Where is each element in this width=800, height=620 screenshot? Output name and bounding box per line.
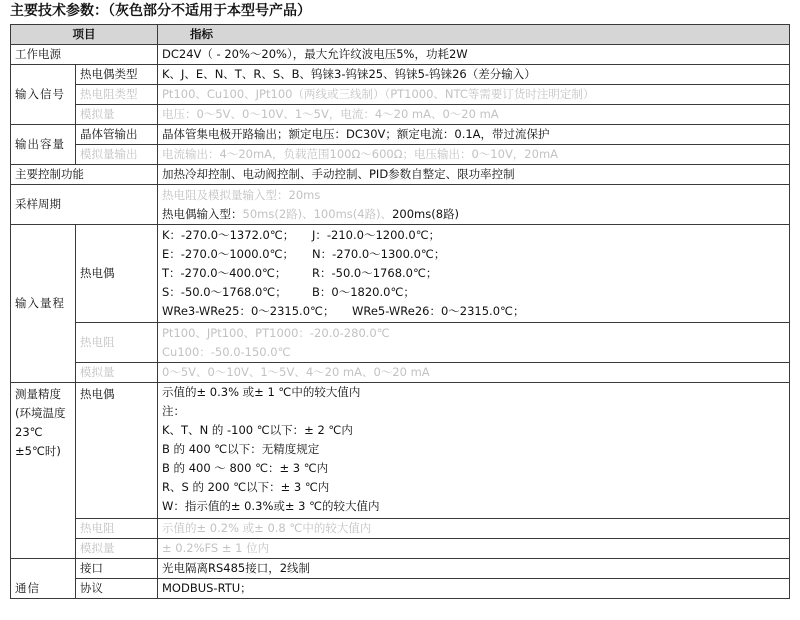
sampling-line-thermocouple bbox=[162, 205, 785, 224]
row-label-control: 主要控制功能 bbox=[11, 165, 158, 185]
range-line bbox=[162, 245, 785, 264]
range-n: N：-270.0～1300.0℃； bbox=[312, 247, 446, 261]
category-output-capacity: 输出容量 bbox=[11, 125, 76, 165]
value-analog-output: 电流输出：4～20mA，负载范围100Ω～600Ω；电压输出：0～10V，20mA bbox=[158, 145, 790, 165]
table-row bbox=[11, 65, 790, 85]
row-value-sampling bbox=[158, 185, 790, 225]
value-analog-input: 电压：0～5V、0～10V、1～5V，电流：4～20 mA、0～20 mA bbox=[158, 105, 790, 125]
table-row bbox=[11, 383, 790, 519]
table-row bbox=[11, 323, 790, 363]
accuracy-line: B 的 400 ～ 800 ℃：± 3 ℃内 bbox=[162, 461, 329, 475]
sub-label-range-rtd: 热电阻 bbox=[76, 323, 158, 363]
table-row bbox=[11, 519, 790, 539]
value-range-thermocouple bbox=[158, 225, 790, 323]
value-range-rtd bbox=[158, 323, 790, 363]
table-header-row bbox=[11, 25, 790, 45]
value-accuracy-analog: ± 0.2%FS ± 1 位内 bbox=[158, 539, 790, 559]
range-wre5: WRe5-WRe26：0～2315.0℃； bbox=[352, 304, 525, 318]
table-row bbox=[11, 185, 790, 225]
row-label-power: 工作电源 bbox=[11, 45, 158, 65]
table-row bbox=[11, 559, 790, 579]
sampling-gray-values: 50ms(2路)、100ms(4路)、 bbox=[242, 206, 393, 221]
range-rtd-line: Cu100：-50.0-150.0℃ bbox=[162, 344, 291, 359]
range-line bbox=[162, 302, 785, 321]
range-rtd-line: Pt100、JPt100、PT1000：-20.0-280.0℃ bbox=[162, 325, 390, 340]
value-protocol: MODBUS-RTU； bbox=[158, 579, 790, 599]
sub-label-transistor-output: 晶体管输出 bbox=[76, 125, 158, 145]
category-input-signal: 输入信号 bbox=[11, 65, 76, 125]
value-transistor-output: 晶体管集电极开路输出；额定电压：DC30V；额定电流：0.1A，带过流保护 bbox=[158, 125, 790, 145]
range-t: T：-270.0～400.0℃； bbox=[162, 266, 287, 280]
value-accuracy-rtd: 示值的± 0.2% 或± 0.8 ℃中的较大值内 bbox=[158, 519, 790, 539]
value-thermocouple-type: K、J、E、N、T、R、S、B、钨铼3-钨铼25、钨铼5-钨铼26（差分输入） bbox=[158, 65, 790, 85]
range-j: J：-210.0～1200.0℃； bbox=[312, 228, 441, 242]
range-s: S：-50.0～1768.0℃； bbox=[162, 285, 287, 299]
range-line bbox=[162, 283, 785, 302]
value-range-analog: 0～5V、0～10V、1～5V、4～20 mA、0～20 mA bbox=[158, 363, 790, 383]
category-communication: 通信 bbox=[11, 559, 76, 599]
range-e: E：-270.0～1000.0℃； bbox=[162, 247, 294, 261]
table-row bbox=[11, 363, 790, 383]
table-row bbox=[11, 45, 790, 65]
accuracy-line: W：指示值的± 0.3%或± 3 ℃的较大值内 bbox=[162, 499, 380, 513]
value-interface: 光电隔离RS485接口，2线制 bbox=[158, 559, 790, 579]
accuracy-line: K、T、N 的 -100 ℃以下：± 2 ℃内 bbox=[162, 423, 353, 437]
table-row bbox=[11, 125, 790, 145]
page-title: 主要技术参数：（灰色部分不适用于本型号产品） bbox=[10, 3, 311, 19]
accuracy-line: R、S 的 200 ℃以下：± 3 ℃内 bbox=[162, 480, 330, 494]
category-accuracy: 测量精度(环境温度23℃±5℃时) bbox=[11, 383, 76, 559]
row-label-sampling: 采样周期 bbox=[11, 185, 158, 225]
sub-label-range-thermocouple: 热电偶 bbox=[76, 225, 158, 323]
sampling-suffix: 200ms(8路) bbox=[392, 206, 459, 221]
range-k: K：-270.0～1372.0℃； bbox=[162, 228, 295, 242]
range-line bbox=[162, 226, 785, 245]
sub-label-accuracy-rtd: 热电阻 bbox=[76, 519, 158, 539]
sub-label-interface: 接口 bbox=[76, 559, 158, 579]
range-wre3: WRe3-WRe25：0～2315.0℃； bbox=[162, 304, 335, 318]
header-spec: 指标 bbox=[158, 25, 790, 45]
sub-label-thermocouple-type: 热电偶类型 bbox=[76, 65, 158, 85]
table-row bbox=[11, 225, 790, 323]
sub-label-rtd-type: 热电阻类型 bbox=[76, 85, 158, 105]
header-item: 项目 bbox=[11, 25, 158, 45]
category-input-range: 输入量程 bbox=[11, 225, 76, 383]
accuracy-line: 注： bbox=[162, 404, 185, 418]
sub-label-analog-output: 模拟量输出 bbox=[76, 145, 158, 165]
value-accuracy-thermocouple bbox=[158, 383, 790, 519]
sub-label-analog-input: 模拟量 bbox=[76, 105, 158, 125]
table-row bbox=[11, 579, 790, 599]
sampling-line-rtd-analog: 热电阻及模拟量输入型：20ms bbox=[162, 187, 321, 202]
row-value-control: 加热冷却控制、电动阀控制、手动控制、PID参数自整定、限功率控制 bbox=[158, 165, 790, 185]
sub-label-accuracy-thermocouple: 热电偶 bbox=[76, 383, 158, 519]
row-value-power: DC24V（ - 20%～20%），最大允许纹波电压5%，功耗2W bbox=[158, 45, 790, 65]
table-row bbox=[11, 105, 790, 125]
sub-label-range-analog: 模拟量 bbox=[76, 363, 158, 383]
value-rtd-type: Pt100、Cu100、JPt100（两线或三线制）（PT1000、NTC等需要订货时注明定制） bbox=[158, 85, 790, 105]
spec-table bbox=[10, 24, 790, 599]
sub-label-accuracy-analog: 模拟量 bbox=[76, 539, 158, 559]
table-row bbox=[11, 85, 790, 105]
sub-label-protocol: 协议 bbox=[76, 579, 158, 599]
table-row bbox=[11, 165, 790, 185]
accuracy-line: 示值的± 0.3% 或± 1 ℃中的较大值内 bbox=[162, 385, 361, 399]
table-row bbox=[11, 145, 790, 165]
range-b: B：0～1820.0℃； bbox=[312, 285, 415, 299]
table-row bbox=[11, 539, 790, 559]
range-r: R：-50.0～1768.0℃； bbox=[312, 266, 438, 280]
sampling-prefix: 热电偶输入型： bbox=[162, 206, 243, 221]
range-line bbox=[162, 264, 785, 283]
accuracy-line: B 的 400 ℃以下：无精度规定 bbox=[162, 442, 320, 456]
